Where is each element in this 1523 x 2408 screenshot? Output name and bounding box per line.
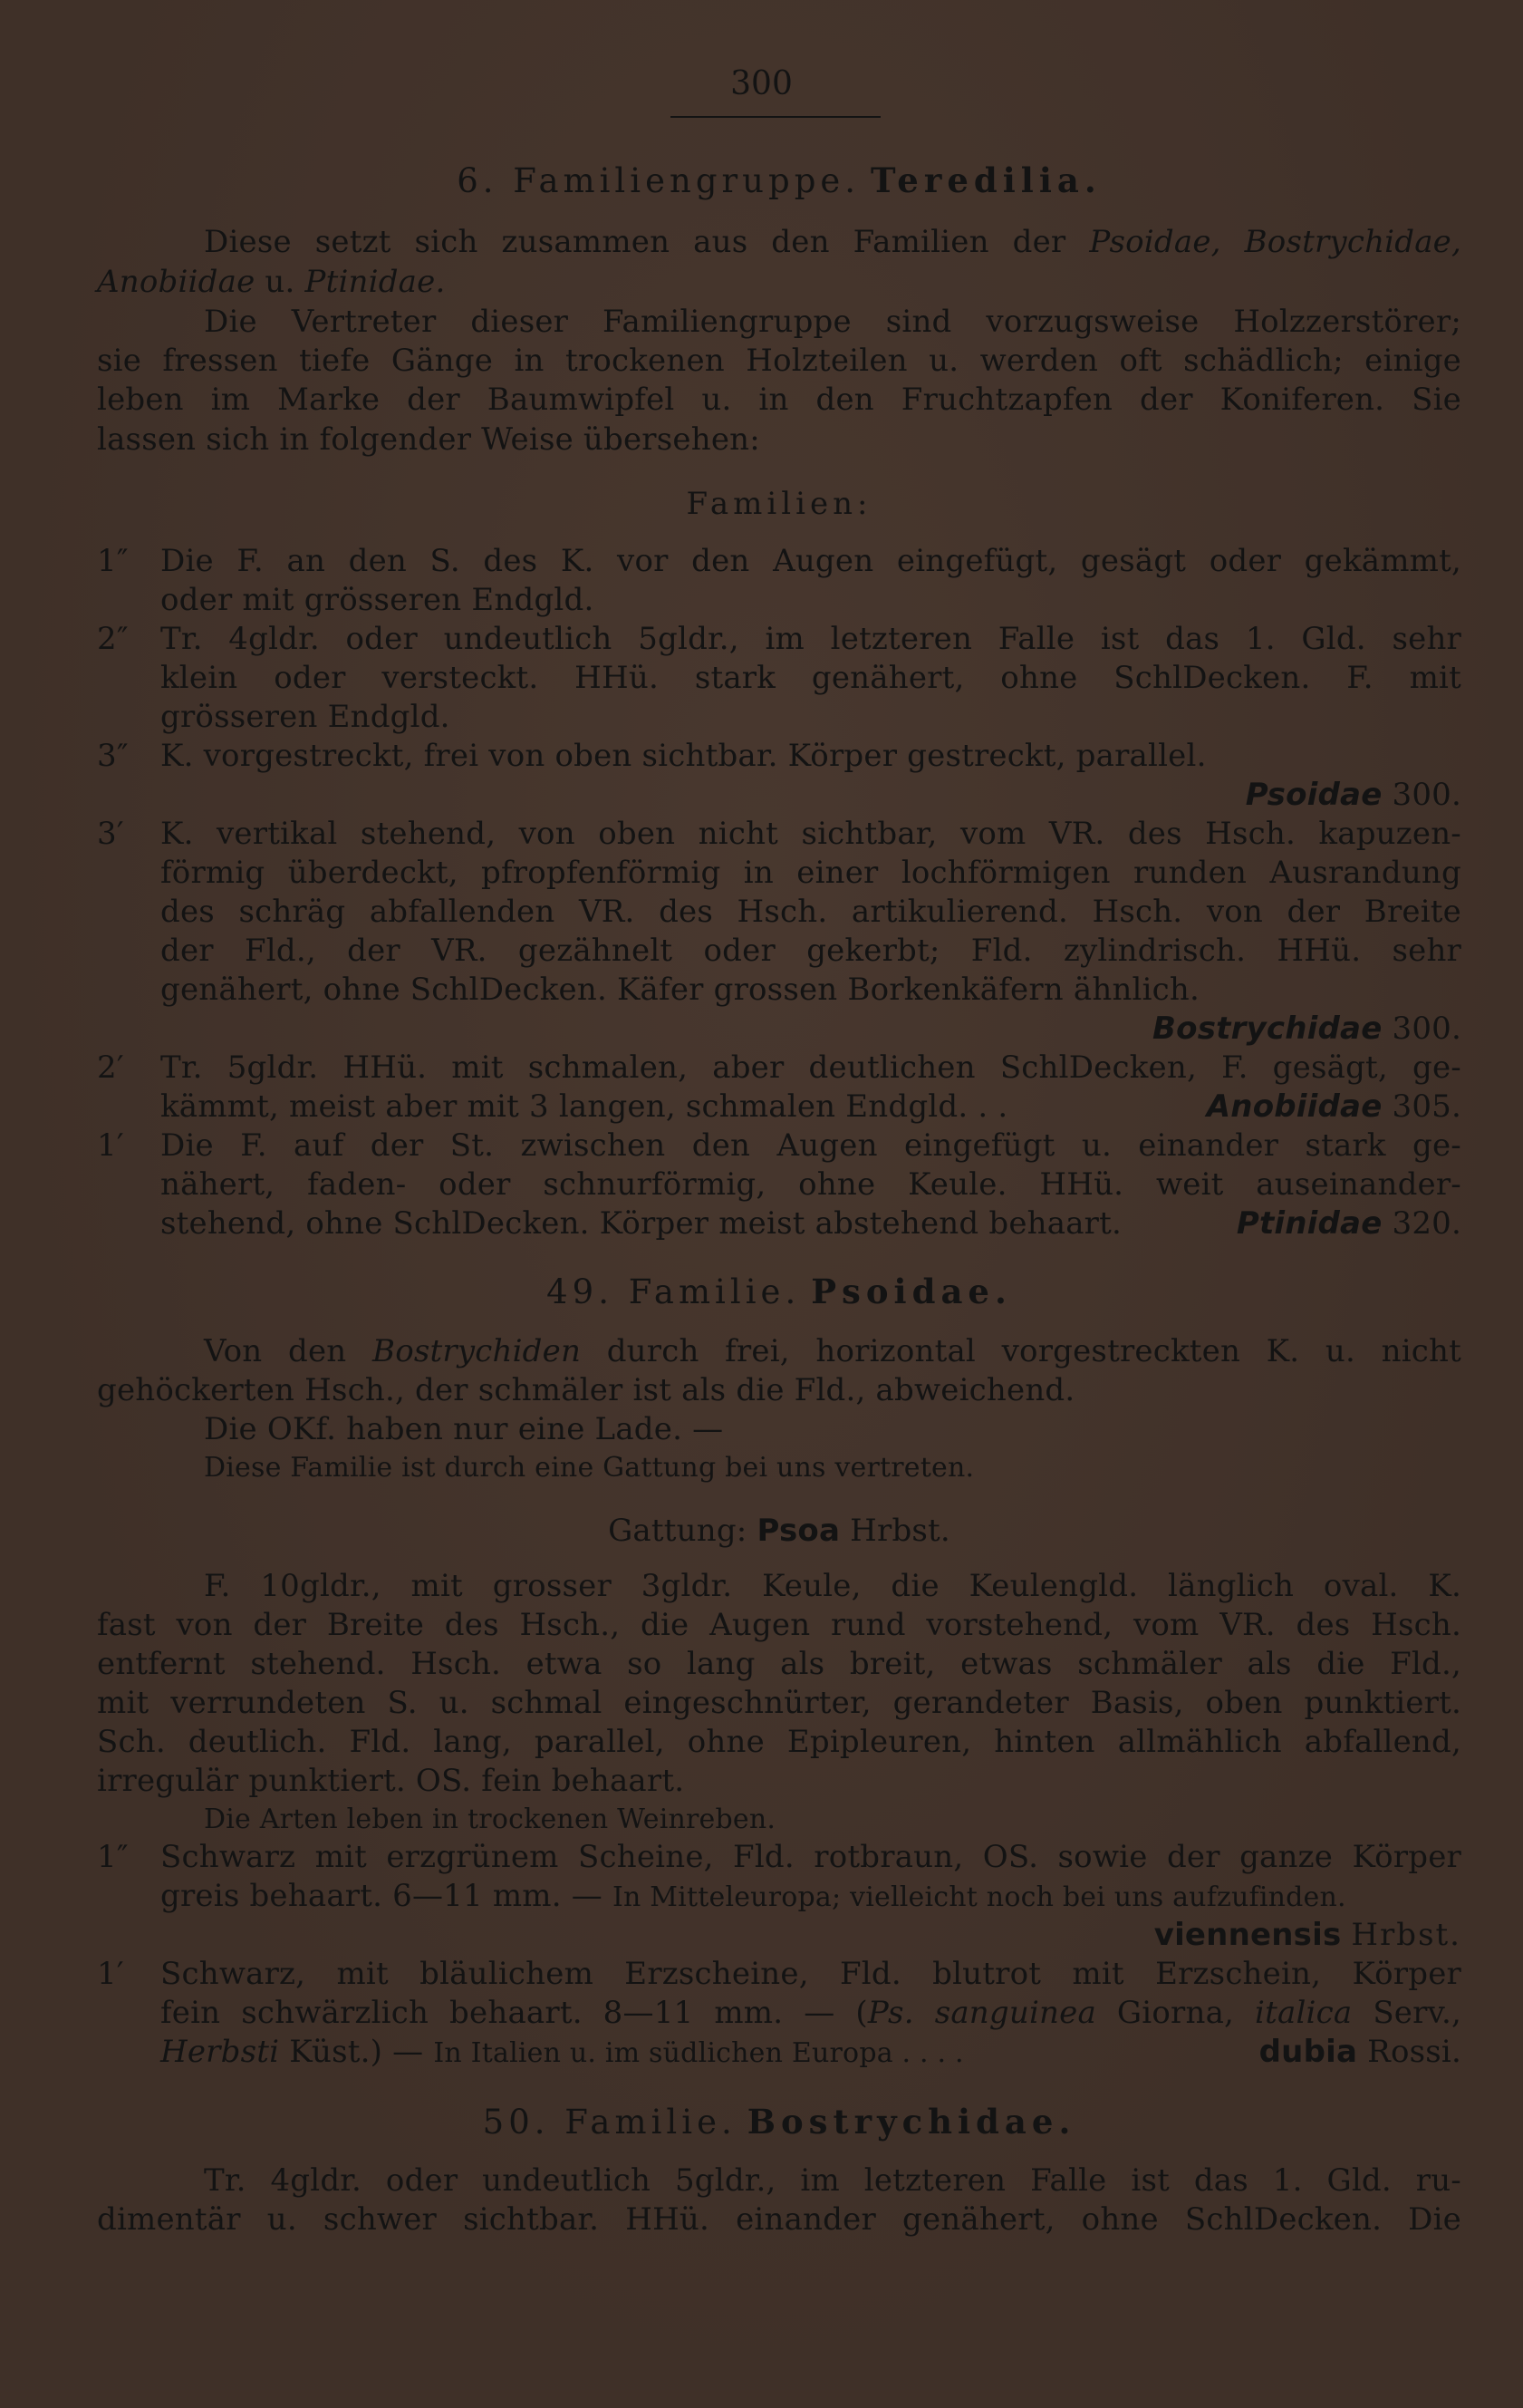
species-synonym: Herbsti	[160, 2034, 280, 2070]
family-heading-name: Bostrychidae.	[747, 2102, 1076, 2142]
intro-line-4: sie fressen tiefe Gänge in trockenen Holzteilen u. werden oft schädlich; einige	[97, 343, 1461, 379]
species-2-line-2	[160, 1994, 1461, 2032]
key-text: oder mit grösseren Endgld.	[160, 582, 594, 618]
species-2-line-3	[160, 2033, 1461, 2073]
key-text: förmig überdeckt, pfropfenförmig in einer lochförmigen runden Ausrandung	[160, 855, 1461, 891]
key-number: 1″	[97, 1839, 129, 1875]
family-49-line-3: Die OKf. haben nur eine Lade. —	[204, 1411, 724, 1447]
genus-line-6: irregulär punktiert. OS. fein behaart.	[97, 1763, 685, 1799]
species-text: Schwarz, mit bläulichem Erzscheine, Fld. blutrot mit Erzschein, Körper	[160, 1956, 1461, 1992]
key-text: Die F. auf der St. zwischen den Augen eingefügt u. einander stark ge-	[160, 1127, 1461, 1164]
key-text: Tr. 5gldr. HHü. mit schmalen, aber deutlichen SchlDecken, F. gesägt, ge-	[160, 1049, 1461, 1086]
family-name: Psoidae	[1245, 777, 1383, 813]
family-50-heading	[97, 2103, 1461, 2142]
key-text: K. vorgestreckt, frei von oben sichtbar. Körper gestreckt, parallel.	[160, 738, 1207, 774]
species-distribution: In Mitteleuropa; vielleicht noch bei uns aufzufinden.	[612, 1881, 1346, 1913]
key-text: klein oder versteckt. HHü. stark genähert, ohne SchlDecken. F. mit	[160, 660, 1461, 696]
species-distribution: In Italien u. im südlichen Europa . . . .	[433, 2037, 964, 2069]
intro-anobiidae: Anobiidae	[97, 264, 255, 300]
species-text: greis behaart. 6—11 mm. —	[160, 1878, 602, 1914]
species-text: Giorna,	[1116, 1995, 1235, 2031]
family-heading-name: Psoidae.	[811, 1272, 1012, 1311]
key-text: nähert, faden- oder schnurförmig, ohne Keule. HHü. weit auseinander-	[160, 1166, 1461, 1203]
family-name: Bostrychidae	[1152, 1011, 1383, 1047]
genus-line-7: Die Arten leben in trockenen Weinreben.	[204, 1804, 776, 1835]
family-50-line-1: Tr. 4gldr. oder undeutlich 5gldr., im letzteren Falle ist das 1. Gld. ru-	[204, 2162, 1461, 2199]
species-1-line-2	[160, 1877, 1461, 1917]
genus-line-3: entfernt stehend. Hsch. etwa so lang als breit, etwas schmäler als die Fld.,	[97, 1646, 1461, 1682]
page-number: 300	[730, 65, 793, 102]
key-number: 1″	[97, 543, 129, 579]
species-name: viennensis	[1153, 1917, 1342, 1953]
family-49-line-2: gehöckerten Hsch., der schmäler ist als die Fld., abweichend.	[97, 1372, 1075, 1408]
genus-label: Gattung:	[608, 1513, 747, 1549]
key-text: grösseren Endgld.	[160, 699, 450, 735]
genus-line-4: mit verrundeten S. u. schmal eingeschnürter, gerandeter Basis, oben punktiert.	[97, 1685, 1461, 1721]
key-text: genähert, ohne SchlDecken. Käfer grossen Borkenkäfern ähnlich.	[160, 972, 1200, 1008]
family-heading-prefix: 50. Familie.	[482, 2103, 737, 2142]
species-synonym: Ps. sanguinea	[867, 1995, 1096, 2031]
species-author: Hrbst.	[1351, 1917, 1461, 1953]
group-heading-name: Teredilia.	[871, 160, 1102, 200]
key-number: 2′	[97, 1049, 124, 1086]
key-text: kämmt, meist aber mit 3 langen, schmalen Endgld. . .	[160, 1088, 1008, 1125]
key-text: Tr. 4gldr. oder undeutlich 5gldr., im letzteren Falle ist das 1. Gld. sehr	[160, 621, 1461, 657]
key-result-psoidae	[160, 776, 1461, 814]
family-49-heading	[97, 1272, 1461, 1311]
families-heading: Familien:	[686, 486, 872, 522]
family-heading-prefix: 49. Familie.	[546, 1272, 801, 1311]
species-1-name	[160, 1916, 1461, 1954]
page-ref: 305.	[1392, 1088, 1461, 1125]
family-name: Anobiidae	[1206, 1088, 1383, 1125]
family-49-line-1	[97, 1332, 1461, 1370]
intro-ptinidae: Ptinidae.	[304, 264, 446, 300]
key-text: stehend, ohne SchlDecken. Körper meist abstehend behaart.	[160, 1205, 1123, 1242]
species-text: Küst.) —	[289, 2034, 424, 2070]
key-text: der Fld., der VR. gezähnelt oder gekerbt; Fld. zylindrisch. HHü. sehr	[160, 933, 1461, 969]
genus-line-5: Sch. deutlich. Fld. lang, parallel, ohne Epipleuren, hinten allmählich abfallend,	[97, 1724, 1461, 1760]
key-result-anobiidae	[160, 1088, 1461, 1126]
species-name: dubia	[1258, 2034, 1358, 2070]
page-ref: 300.	[1392, 777, 1461, 813]
key-number: 3′	[97, 816, 124, 852]
intro-text: Diese setzt sich zusammen aus den Familien der	[204, 224, 1066, 260]
family-49-line-4: Diese Familie ist durch eine Gattung bei uns vertreten.	[204, 1452, 975, 1484]
key-result-bostrychidae	[160, 1010, 1461, 1048]
species-author: Rossi.	[1367, 2034, 1461, 2070]
key-text: K. vertikal stehend, von oben nicht sichtbar, vom VR. des Hsch. kapuzen-	[160, 816, 1461, 852]
genus-name: Psoa	[757, 1513, 841, 1549]
page-ref: 300.	[1392, 1011, 1461, 1047]
key-text: Die F. an den S. des K. vor den Augen eingefügt, gesägt oder gekämmt,	[160, 543, 1461, 579]
genus-line-1: F. 10gldr., mit grosser 3gldr. Keule, die Keulengld. länglich oval. K.	[204, 1568, 1461, 1604]
text: Von den	[204, 1333, 347, 1369]
species-text: Schwarz mit erzgrünem Scheine, Fld. rotbraun, OS. sowie der ganze Körper	[160, 1839, 1461, 1875]
genus-line-2: fast von der Breite des Hsch., die Augen rund vorstehend, vom VR. des Hsch.	[97, 1607, 1461, 1643]
intro-line-1	[97, 223, 1461, 261]
intro-line-5: leben im Marke der Baumwipfel u. in den Fruchtzapfen der Koniferen. Sie	[97, 382, 1461, 418]
group-heading	[97, 161, 1461, 200]
intro-families-italic: Psoidae, Bostrychidae,	[1089, 224, 1462, 260]
species-text: Serv.,	[1373, 1995, 1461, 2031]
text-italic: Bostrychiden	[372, 1333, 582, 1369]
intro-line-3: Die Vertreter dieser Familiengruppe sind vorzugsweise Holzzerstörer;	[204, 304, 1461, 340]
header-rule	[670, 116, 881, 118]
genus-author: Hrbst.	[850, 1513, 950, 1549]
key-number: 1′	[97, 1127, 124, 1164]
family-50-line-2: dimentär u. schwer sichtbar. HHü. einander genähert, ohne SchlDecken. Die	[97, 2201, 1461, 2238]
key-number: 1′	[97, 1956, 124, 1992]
intro-line-6: lassen sich in folgender Weise übersehen:	[97, 421, 760, 458]
group-heading-prefix: 6. Familiengruppe.	[457, 161, 861, 200]
key-number: 2″	[97, 621, 129, 657]
text: durch frei, horizontal vorgestreckten K. u. nicht	[606, 1333, 1461, 1369]
key-number: 3″	[97, 738, 129, 774]
family-name: Ptinidae	[1236, 1205, 1383, 1242]
key-text: des schräg abfallenden VR. des Hsch. artikulierend. Hsch. von der Breite	[160, 894, 1461, 930]
species-text: fein schwärzlich behaart. 8—11 mm. — (	[160, 1995, 868, 2031]
species-synonym: italica	[1255, 1995, 1353, 2031]
page-ref: 320.	[1392, 1205, 1461, 1242]
genus-heading	[97, 1512, 1461, 1550]
key-result-ptinidae	[160, 1204, 1461, 1243]
intro-conj: u.	[265, 264, 295, 300]
intro-line-2	[97, 263, 445, 301]
